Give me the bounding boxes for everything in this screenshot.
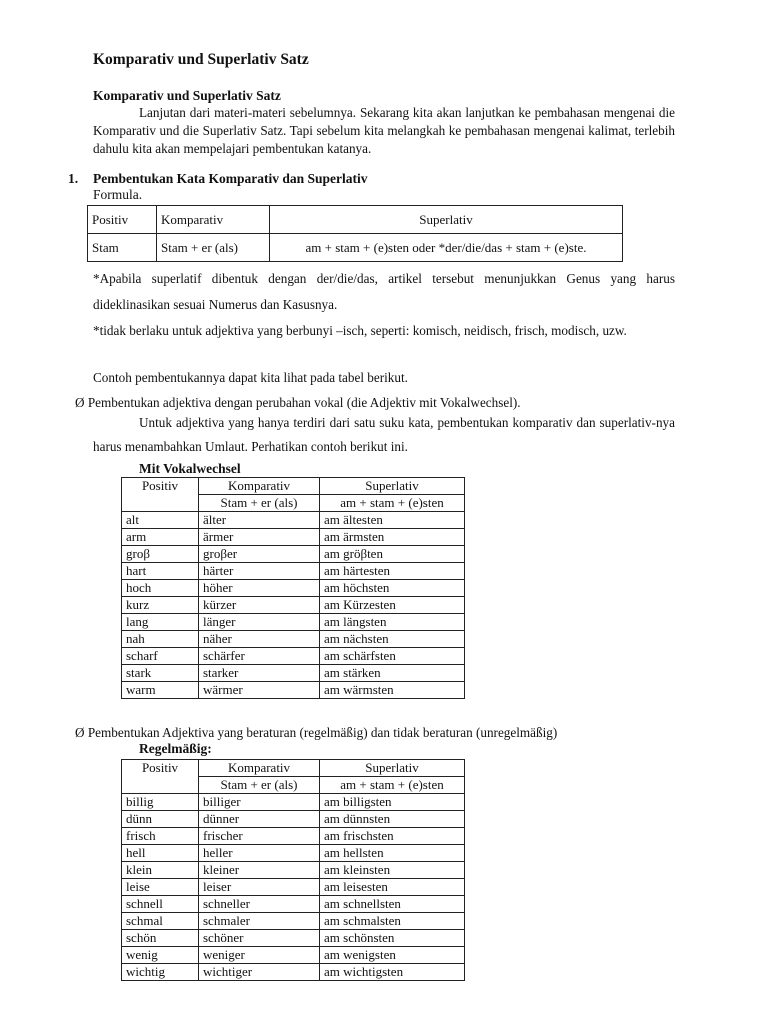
table-row [122, 930, 465, 947]
positiv-cell: wichtig [122, 964, 199, 981]
superlativ-cell: am schnellsten [320, 896, 465, 913]
section-subtitle: Komparativ und Superlativ Satz [93, 88, 281, 103]
regel-header-positiv: Positiv [122, 760, 199, 794]
positiv-cell: schön [122, 930, 199, 947]
table-row [122, 580, 465, 597]
komparativ-cell: heller [199, 845, 320, 862]
intro-text: Lanjutan dari materi-materi sebelumnya. Sekarang kita akan lanjutkan ke pembahasan mengenai die Komparativ und die Superlativ Satz. Tapi sebelum kita melangkah ke pembahasan mengenai kalimat, terlebih dahulu kita akan mempelajari pembentukan katanya. [93, 105, 675, 156]
bullet-regel [75, 725, 557, 741]
note-contoh: Contoh pembentukannya dapat kita lihat pada tabel berikut. [93, 370, 408, 385]
superlativ-cell: am wenigsten [320, 947, 465, 964]
positiv-cell: hell [122, 845, 199, 862]
positiv-cell: leise [122, 879, 199, 896]
section-heading-text: Pembentukan Kata Komparativ dan Superlativ [93, 171, 368, 186]
superlativ-cell: am leisesten [320, 879, 465, 896]
komparativ-cell: länger [199, 614, 320, 631]
bullet-vokal [75, 395, 521, 411]
positiv-cell: wenig [122, 947, 199, 964]
superlativ-cell: am dünnsten [320, 811, 465, 828]
superlativ-cell: am wärmsten [320, 682, 465, 699]
komparativ-cell: schöner [199, 930, 320, 947]
positiv-cell: nah [122, 631, 199, 648]
superlativ-cell: am nächsten [320, 631, 465, 648]
page-title: Komparativ und Superlativ Satz [93, 51, 309, 68]
vokal-paragraph-text: Untuk adjektiva yang hanya terdiri dari satu suku kata, pembentukan komparativ dan superlativ-nya harus menambahkan Umlaut. Perhatikan contoh berikut ini. [93, 415, 675, 454]
table-row [122, 862, 465, 879]
komparativ-cell: wärmer [199, 682, 320, 699]
superlativ-cell: am Kürzesten [320, 597, 465, 614]
komparativ-cell: starker [199, 665, 320, 682]
regel-table [121, 759, 465, 981]
vokal-header-superlativ: Superlativ [320, 478, 465, 495]
regel-table-title: Regelmäßig: [139, 741, 212, 756]
superlativ-cell: am höchsten [320, 580, 465, 597]
positiv-cell: hoch [122, 580, 199, 597]
positiv-cell: billig [122, 794, 199, 811]
komparativ-cell: älter [199, 512, 320, 529]
komparativ-cell: kleiner [199, 862, 320, 879]
positiv-cell: scharf [122, 648, 199, 665]
regel-header-superlativ: Superlativ [320, 760, 465, 777]
vokal-subheader-komparativ: Stam + er (als) [199, 495, 320, 512]
table-row [122, 563, 465, 580]
bullet-symbol: Ø [75, 725, 85, 740]
positiv-cell: schmal [122, 913, 199, 930]
bullet-symbol: Ø [75, 395, 85, 410]
formula-cell-komparativ: Stam + er (als) [157, 234, 270, 262]
komparativ-cell: leiser [199, 879, 320, 896]
komparativ-cell: schmaler [199, 913, 320, 930]
table-row [122, 896, 465, 913]
table-row [122, 529, 465, 546]
table-row [122, 614, 465, 631]
superlativ-cell: am schönsten [320, 930, 465, 947]
positiv-cell: schnell [122, 896, 199, 913]
formula-header-komparativ: Komparativ [157, 206, 270, 234]
superlativ-cell: am härtesten [320, 563, 465, 580]
superlativ-cell: am hellsten [320, 845, 465, 862]
superlativ-cell: am wichtigsten [320, 964, 465, 981]
superlativ-cell: am ärmsten [320, 529, 465, 546]
komparativ-cell: höher [199, 580, 320, 597]
regel-header-row [122, 760, 465, 777]
positiv-cell: frisch [122, 828, 199, 845]
table-row [122, 879, 465, 896]
komparativ-cell: wichtiger [199, 964, 320, 981]
positiv-cell: hart [122, 563, 199, 580]
superlativ-cell: am schärfsten [320, 648, 465, 665]
note-isch: *tidak berlaku untuk adjektiva yang berbunyi –isch, seperti: komisch, neidisch, frisch, modisch, uzw. [93, 323, 627, 338]
vokal-header-positiv: Positiv [122, 478, 199, 512]
komparativ-cell: weniger [199, 947, 320, 964]
positiv-cell: stark [122, 665, 199, 682]
vokal-subheader-superlativ: am + stam + (e)sten [320, 495, 465, 512]
table-row [122, 913, 465, 930]
bullet-regel-text: Pembentukan Adjektiva yang beraturan (regelmäßig) dan tidak beraturan (unregelmäßig) [87, 725, 558, 740]
positiv-cell: alt [122, 512, 199, 529]
formula-header-superlativ: Superlativ [270, 206, 623, 234]
table-row [122, 665, 465, 682]
superlativ-cell: am billigsten [320, 794, 465, 811]
bullet-vokal-text: Pembentukan adjektiva dengan perubahan vokal (die Adjektiv mit Vokalwechsel). [87, 395, 521, 410]
table-row [122, 631, 465, 648]
superlativ-cell: am schmalsten [320, 913, 465, 930]
superlativ-cell: am längsten [320, 614, 465, 631]
superlativ-cell: am ältesten [320, 512, 465, 529]
note-der-die-das: *Apabila superlatif dibentuk dengan der/die/das, artikel tersebut menunjukkan Genus yang harus dideklinasikan sesuai Numerus dan Kasusnya. [93, 271, 675, 312]
table-row [122, 845, 465, 862]
positiv-cell: arm [122, 529, 199, 546]
regel-header-komparativ: Komparativ [199, 760, 320, 777]
section-1-heading [68, 171, 368, 187]
komparativ-cell: ärmer [199, 529, 320, 546]
komparativ-cell: billiger [199, 794, 320, 811]
komparativ-cell: härter [199, 563, 320, 580]
superlativ-cell: am kleinsten [320, 862, 465, 879]
formula-cell-positiv: Stam [88, 234, 157, 262]
komparativ-cell: kürzer [199, 597, 320, 614]
table-row [122, 811, 465, 828]
komparativ-cell: frischer [199, 828, 320, 845]
formula-header-row [88, 206, 623, 234]
regel-subheader-komparativ: Stam + er (als) [199, 777, 320, 794]
komparativ-cell: dünner [199, 811, 320, 828]
table-row [122, 964, 465, 981]
positiv-cell: klein [122, 862, 199, 879]
positiv-cell: groβ [122, 546, 199, 563]
komparativ-cell: schneller [199, 896, 320, 913]
table-row [122, 947, 465, 964]
positiv-cell: warm [122, 682, 199, 699]
table-row [122, 682, 465, 699]
table-row [122, 512, 465, 529]
vokal-paragraph [93, 411, 675, 459]
positiv-cell: dünn [122, 811, 199, 828]
table-row [122, 828, 465, 845]
superlativ-cell: am stärken [320, 665, 465, 682]
section-number: 1. [68, 171, 79, 186]
komparativ-cell: groβer [199, 546, 320, 563]
formula-label: Formula. [93, 187, 143, 202]
vokal-table [121, 477, 465, 699]
table-row [122, 546, 465, 563]
formula-table [87, 205, 623, 262]
vokal-header-row [122, 478, 465, 495]
positiv-cell: lang [122, 614, 199, 631]
regel-subheader-superlativ: am + stam + (e)sten [320, 777, 465, 794]
formula-cell-superlativ: am + stam + (e)sten oder *der/die/das + stam + (e)ste. [270, 234, 623, 262]
vokal-table-title: Mit Vokalwechsel [139, 461, 241, 476]
formula-header-positiv: Positiv [88, 206, 157, 234]
table-row [122, 794, 465, 811]
table-row [122, 648, 465, 665]
komparativ-cell: näher [199, 631, 320, 648]
superlativ-cell: am gröβten [320, 546, 465, 563]
superlativ-cell: am frischsten [320, 828, 465, 845]
vokal-header-komparativ: Komparativ [199, 478, 320, 495]
positiv-cell: kurz [122, 597, 199, 614]
komparativ-cell: schärfer [199, 648, 320, 665]
table-row [122, 597, 465, 614]
intro-paragraph [93, 104, 675, 158]
formula-row [88, 234, 623, 262]
